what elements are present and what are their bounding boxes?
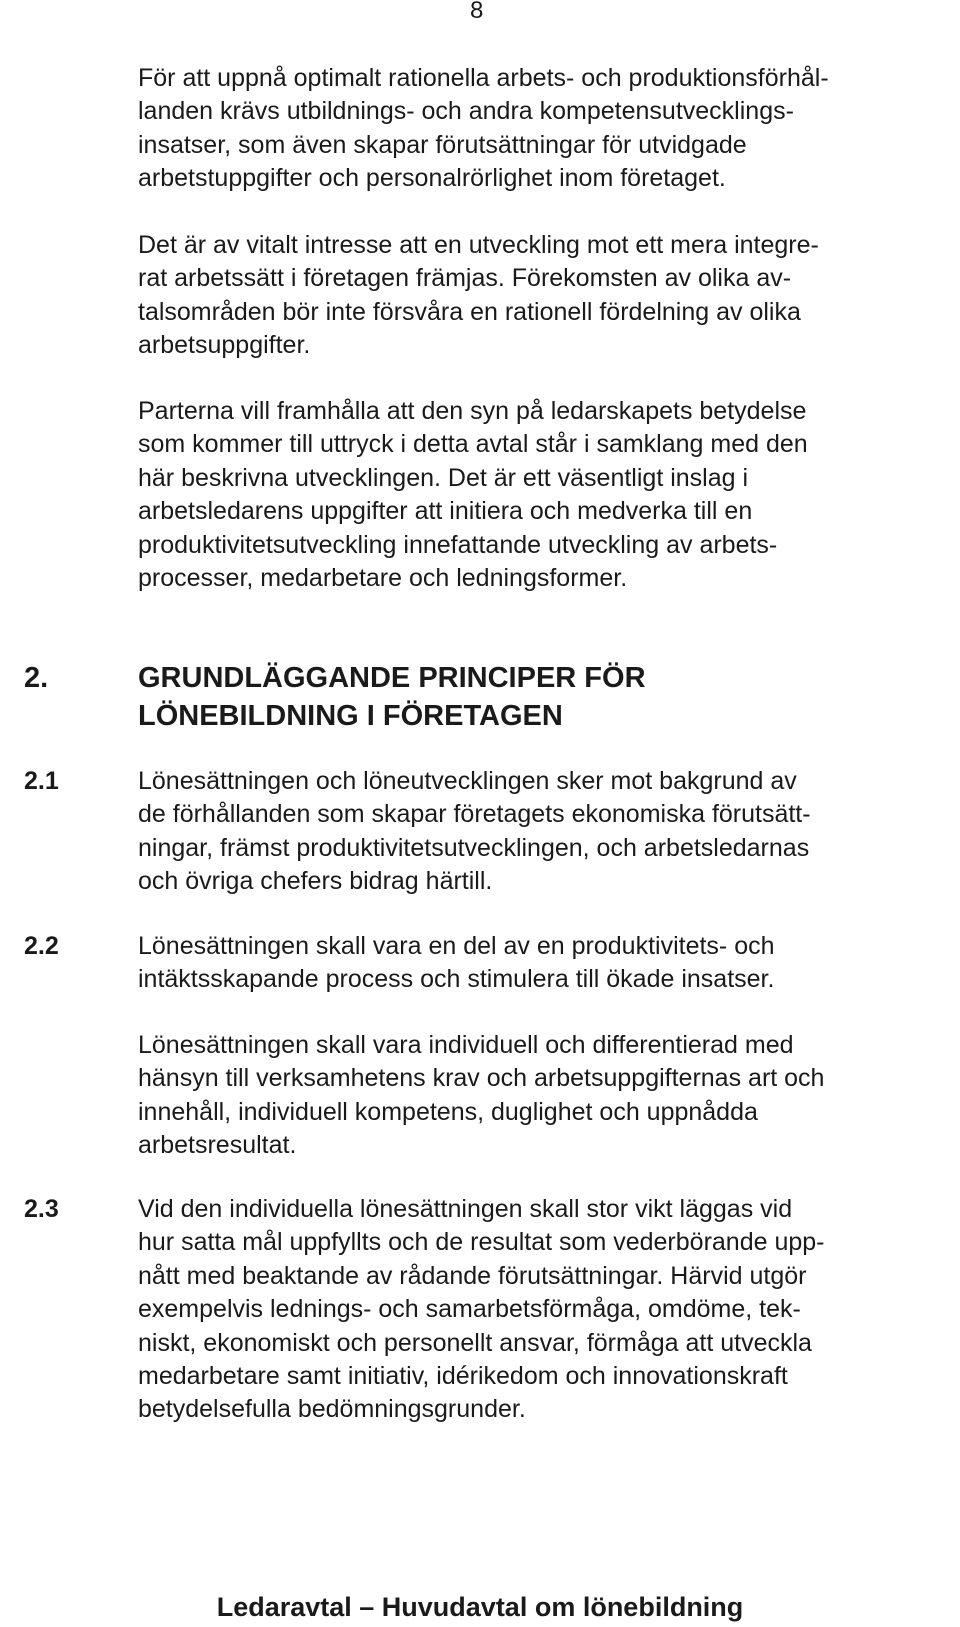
section-title [138, 659, 646, 735]
text-line: Parterna vill framhålla att den syn på ledarskapets betydelse [138, 397, 807, 425]
text-line: niskt, ekonomiskt och personellt ansvar, förmåga att utveckla [138, 1328, 812, 1357]
page-number: 8 [470, 0, 484, 24]
item-number-2-2: 2.2 [24, 932, 59, 960]
text-line: nått med beaktande av rådande förutsättningar. Härvid utgör [138, 1261, 807, 1290]
item-2-2-continuation [138, 1029, 938, 1163]
text-line: exempelvis lednings- och samarbetsförmåga, omdöme, tek- [138, 1295, 801, 1324]
text-line: arbetsledarens uppgifter att initiera och medverka till en [138, 497, 753, 526]
text-line: Det är av vitalt intresse att en utveckling mot ett mera integre- [138, 231, 819, 259]
text-line: Lönesättningen skall vara en del av en produktivitets- och [138, 932, 775, 960]
text-line: de förhållanden som skapar företagets ekonomiska förutsätt- [138, 800, 811, 829]
text-line: produktivitetsutveckling innefattande utveckling av arbets- [138, 530, 778, 559]
item-2-1-text [138, 765, 938, 899]
text-line: medarbetare samt initiativ, idérikedom och innovationskraft [138, 1362, 788, 1391]
text-line: landen krävs utbildnings- och andra kompetensutvecklings- [138, 97, 794, 126]
text-line: betydelsefulla bedömningsgrunder. [138, 1395, 526, 1424]
item-2-2-text [138, 930, 938, 997]
text-line: talsområden bör inte försvåra en rationell fördelning av olika [138, 297, 801, 326]
page-footer: Ledaravtal – Huvudavtal om lönebildning [216, 1592, 744, 1622]
text-line: ningar, främst produktivitetsutvecklingen, och arbetsledarnas [138, 833, 810, 862]
text-line: här beskrivna utvecklingen. Det är ett väsentligt inslag i [138, 463, 749, 492]
text-line: arbetstuppgifter och personalrörlighet inom företaget. [138, 164, 726, 193]
text-line: intäktsskapande process och stimulera till ökade insatser. [138, 965, 775, 994]
item-2-3-text [138, 1193, 938, 1427]
text-line: För att uppnå optimalt rationella arbets- och produktionsförhål- [138, 64, 829, 92]
text-line: och övriga chefers bidrag härtill. [138, 867, 493, 896]
text-line: Lönesättningen och löneutvecklingen sker mot bakgrund av [138, 767, 797, 795]
text-line: hänsyn till verksamhetens krav och arbetsuppgifternas art och [138, 1064, 825, 1093]
intro-paragraph-2 [138, 229, 938, 363]
text-line: som kommer till uttryck i detta avtal står i samklang med den [138, 430, 808, 459]
text-line: innehåll, individuell kompetens, duglighet och uppnådda [138, 1097, 758, 1126]
text-line: Vid den individuella lönesättningen skall stor vikt läggas vid [138, 1195, 793, 1223]
section-title-line: GRUNDLÄGGANDE PRINCIPER FÖR [138, 662, 646, 694]
intro-paragraph-3 [138, 395, 938, 595]
text-line: processer, medarbetare och ledningsformer. [138, 564, 628, 593]
item-number-2-1: 2.1 [24, 767, 59, 795]
intro-paragraph-1 [138, 62, 938, 196]
text-line: Lönesättningen skall vara individuell och differentierad med [138, 1031, 794, 1059]
text-line: arbetsresultat. [138, 1131, 297, 1160]
section-title-line: LÖNEBILDNING I FÖRETAGEN [138, 700, 563, 732]
section-number: 2. [24, 662, 49, 694]
text-line: rat arbetssätt i företagen främjas. Förekomsten av olika av- [138, 264, 792, 293]
text-line: insatser, som även skapar förutsättningar för utvidgade [138, 130, 747, 159]
text-line: hur satta mål uppfyllts och de resultat som vederbörande upp- [138, 1228, 825, 1257]
text-line: arbetsuppgifter. [138, 331, 311, 360]
item-number-2-3: 2.3 [24, 1195, 59, 1223]
